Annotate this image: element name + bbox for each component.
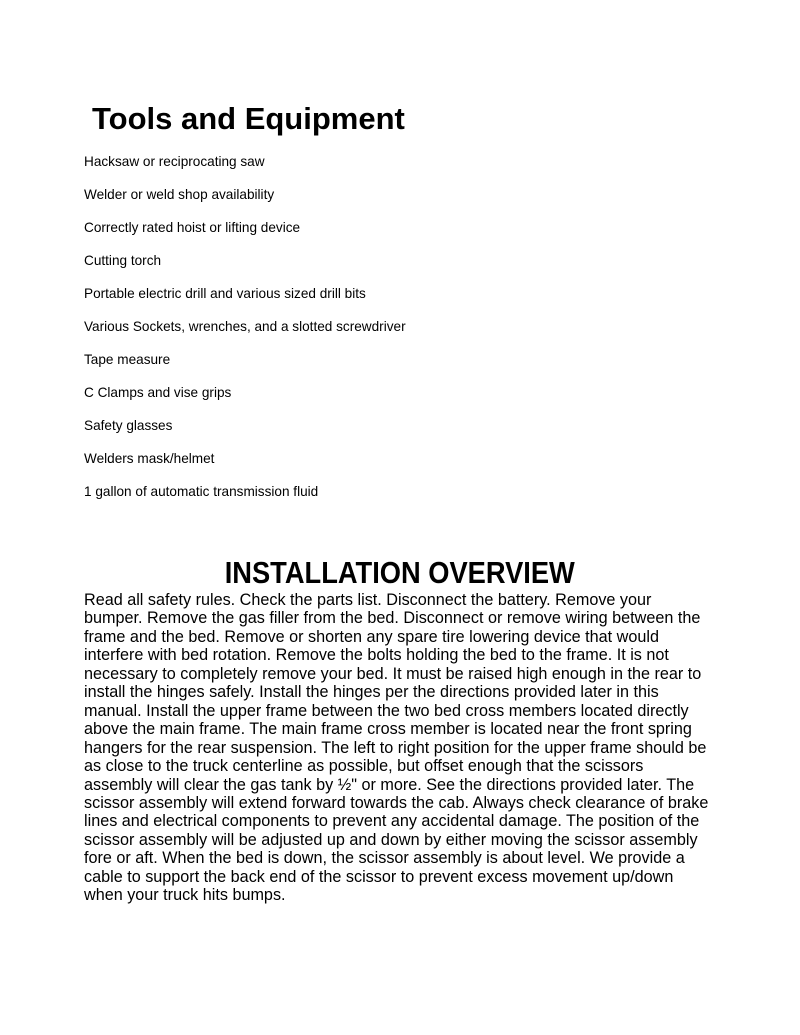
tool-item: Safety glasses	[84, 418, 173, 433]
tool-item: Correctly rated hoist or lifting device	[84, 220, 301, 235]
tool-item: C Clamps and vise grips	[84, 385, 232, 400]
installation-overview-heading: INSTALLATION OVERVIEW	[224, 555, 575, 590]
tool-item: Various Sockets, wrenches, and a slotted screwdriver	[84, 319, 406, 334]
tools-list	[84, 152, 406, 515]
tool-item: Hacksaw or reciprocating saw	[84, 154, 265, 169]
tool-item: 1 gallon of automatic transmission fluid	[84, 484, 319, 499]
tool-item: Welder or weld shop availability	[84, 187, 275, 202]
tool-item: Tape measure	[84, 352, 171, 367]
installation-overview-paragraph: Read all safety rules. Check the parts list. Disconnect the battery. Remove your bumper. Remove the gas filler from the bed. Disconnect or remove wiring between the frame and the bed. Remove or shorten any spare tire lowering device that would interfere with bed rotation. Remove the bolts holding the bed to the frame. It is not necessary to completely remove your bed. It must be raised high enough in the rear to install the hinges safely. Install the hinges per the directions provided later in this manual. Install the upper frame between the two bed cross members located directly above the main frame. The main frame cross member is located near the front spring hangers for the rear suspension. The left to right position for the upper frame should be as close to the truck centerline as possible, but offset enough that the scissors assembly will clear the gas tank by ½" or more. See the directions provided later. The scissor assembly will extend forward towards the cab. Always check clearance of brake lines and electrical components to prevent any accidental damage. The position of the scissor assembly will be adjusted up and down by either moving the scissor assembly fore or aft. When the bed is down, the scissor assembly is about level. We provide a cable to support the back end of the scissor to prevent excess movement up/down when your truck hits bumps.	[84, 591, 709, 905]
tool-item: Portable electric drill and various sized drill bits	[84, 286, 366, 301]
tools-heading: Tools and Equipment	[92, 101, 405, 136]
tool-item: Cutting torch	[84, 253, 162, 268]
tool-item: Welders mask/helmet	[84, 451, 215, 466]
